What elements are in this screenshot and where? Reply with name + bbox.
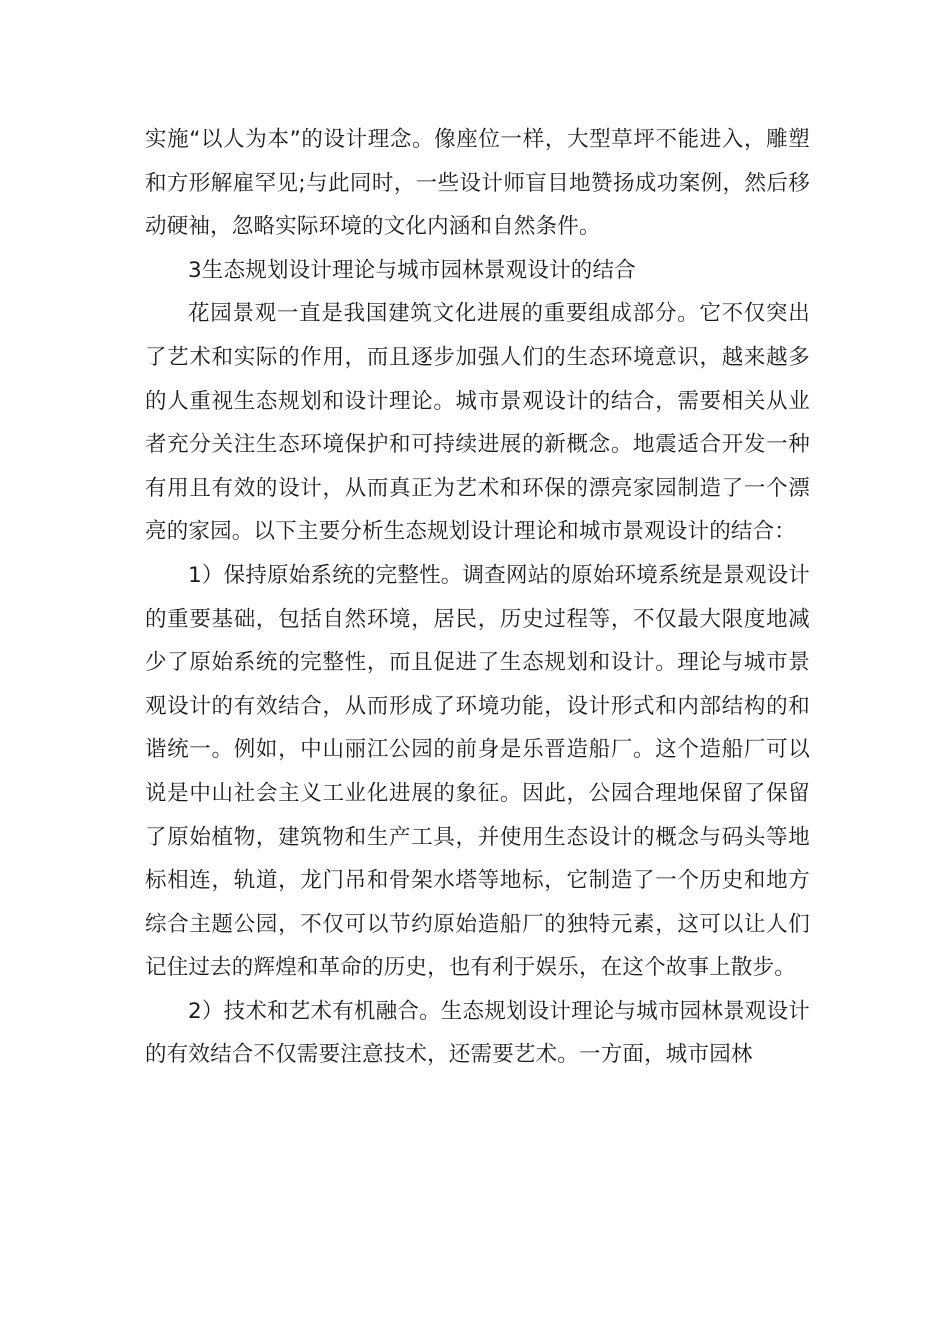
paragraph-point-1: 1）保持原始系统的完整性。调查网站的原始环境系统是景观设计的重要基础，包括自然环境，居民，历史过程等，不仅最大限度地减少了原始系统的完整性，而且促进了生态规划和设计。理论与城市景观设计的有效结合，从而形成了环境功能，设计形式和内部结构的和谐统一。例如，中山丽江公园的前身是乐晋造船厂。这个造船厂可以说是中山社会主义工业化进展的象征。因此，公园合理地保留了保留了原始植物，建筑物和生产工具，并使用生态设计的概念与码头等地标相连，轨道，龙门吊和骨架水塔等地标，它制造了一个历史和地方综合主题公园，不仅可以节约原始造船厂的独特元素，这可以让人们记住过去的辉煌和革命的历史，也有利于娱乐，在这个故事上散步。 bbox=[145, 562, 810, 981]
paragraph-intro: 花园景观一直是我国建筑文化进展的重要组成部分。它不仅突出了艺术和实际的作用，而且逐步加强人们的生态环境意识，越来越多的人重视生态规划和设计理论。城市景观设计的结合，需要相关从业者充分关注生态环境保护和可持续进展的新概念。地震适合开发一种有用且有效的设计，从而真正为艺术和环保的漂亮家园制造了一个漂亮的家园。以下主要分析生态规划设计理论和城市景观设计的结合： bbox=[145, 301, 810, 545]
paragraph-continuation: 实施“以人为本”的设计理念。像座位一样，大型草坪不能进入，雕塑和方形解雇罕见;与此同时，一些设计师盲目地赞扬成功案例，然后移动硬袖，忽略实际环境的文化内涵和自然条件。 bbox=[145, 127, 810, 240]
section-heading: 3生态规划设计理论与城市园林景观设计的结合 bbox=[188, 257, 636, 283]
paragraph-point-2: 2）技术和艺术有机融合。生态规划设计理论与城市园林景观设计的有效结合不仅需要注意技术，还需要艺术。一方面，城市园林 bbox=[145, 998, 810, 1068]
document-body bbox=[145, 118, 810, 1077]
